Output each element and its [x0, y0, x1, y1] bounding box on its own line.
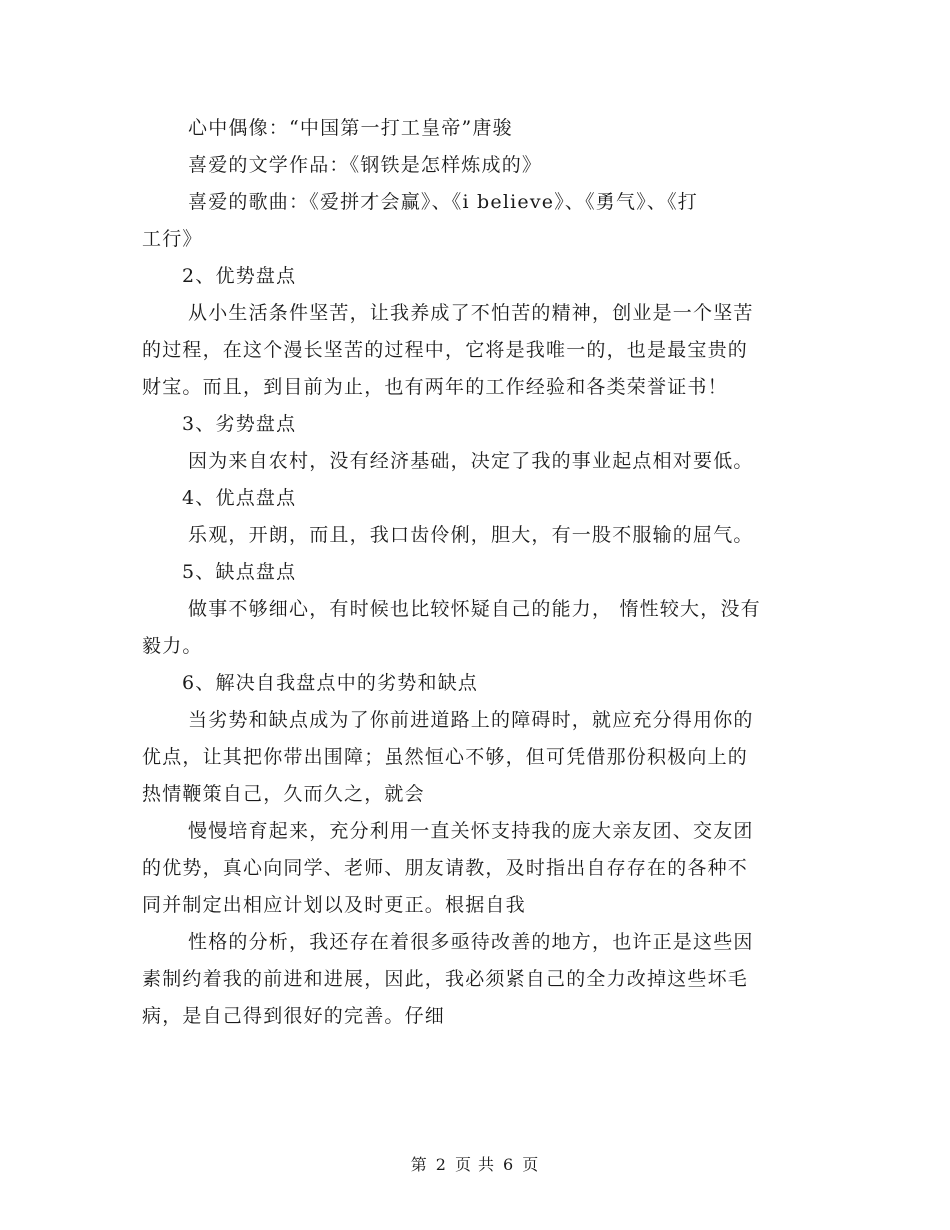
footer-current-page: 2	[435, 1155, 447, 1174]
footer-suffix: 页	[522, 1155, 540, 1174]
page-footer	[0, 1152, 950, 1175]
text-line: 慢慢培育起来，充分利用一直关怀支持我的庞大亲友团、交友团	[188, 820, 754, 842]
text-line: 毅力。	[142, 635, 203, 657]
footer-prefix: 第	[410, 1155, 428, 1174]
text-line: 3、劣势盘点	[182, 413, 297, 435]
text-line: 因为来自农村，没有经济基础，决定了我的事业起点相对要低。	[188, 450, 754, 472]
text-line: 2、优势盘点	[182, 265, 297, 287]
text-line: 病，是自己得到很好的完善。仔细	[142, 1005, 446, 1027]
text-line: 5、缺点盘点	[182, 561, 297, 583]
text-line: 从小生活条件坚苦，让我养成了不怕苦的精神，创业是一个坚苦	[188, 302, 754, 324]
text-line: 喜爱的歌曲：《爱拼才会赢》、《i believe》、《勇气》、《打	[188, 191, 698, 213]
text-line: 优点，让其把你带出围障；虽然恒心不够，但可凭借那份积极向上的	[142, 746, 749, 768]
text-line: 当劣势和缺点成为了你前进道路上的障碍时，就应充分得用你的	[188, 709, 754, 731]
text-line: 的优势，真心向同学、老师、朋友请教，及时指出自存存在的各种不	[142, 857, 749, 879]
text-line: 4、优点盘点	[182, 487, 297, 509]
text-line: 乐观，开朗，而且，我口齿伶俐，胆大，有一股不服输的屈气。	[188, 524, 754, 546]
text-line: 同并制定出相应计划以及时更正。根据自我	[142, 894, 526, 916]
text-line: 热情鞭策自己，久而久之，就会	[142, 783, 425, 805]
text-line: 心中偶像：“中国第一打工皇帝”唐骏	[188, 117, 513, 139]
text-line: 6、解决自我盘点中的劣势和缺点	[182, 672, 479, 694]
text-line: 素制约着我的前进和进展，因此，我必须紧自己的全力改掉这些坏毛	[142, 968, 749, 990]
text-line: 做事不够细心，有时候也比较怀疑自己的能力， 惰性较大，没有	[188, 598, 761, 620]
text-line: 工行》	[142, 228, 203, 250]
text-line: 喜爱的文学作品：《钢铁是怎样炼成的》	[188, 154, 543, 176]
text-line: 财宝。而且，到目前为止，也有两年的工作经验和各类荣誉证书！	[142, 376, 728, 398]
text-line: 性格的分析，我还存在着很多亟待改善的地方，也许正是这些因	[188, 931, 754, 953]
text-line: 的过程，在这个漫长坚苦的过程中，它将是我唯一的，也是最宝贵的	[142, 339, 749, 361]
document-body	[142, 110, 810, 1035]
footer-total-pages: 6	[503, 1155, 515, 1174]
footer-middle: 页 共	[454, 1155, 496, 1174]
